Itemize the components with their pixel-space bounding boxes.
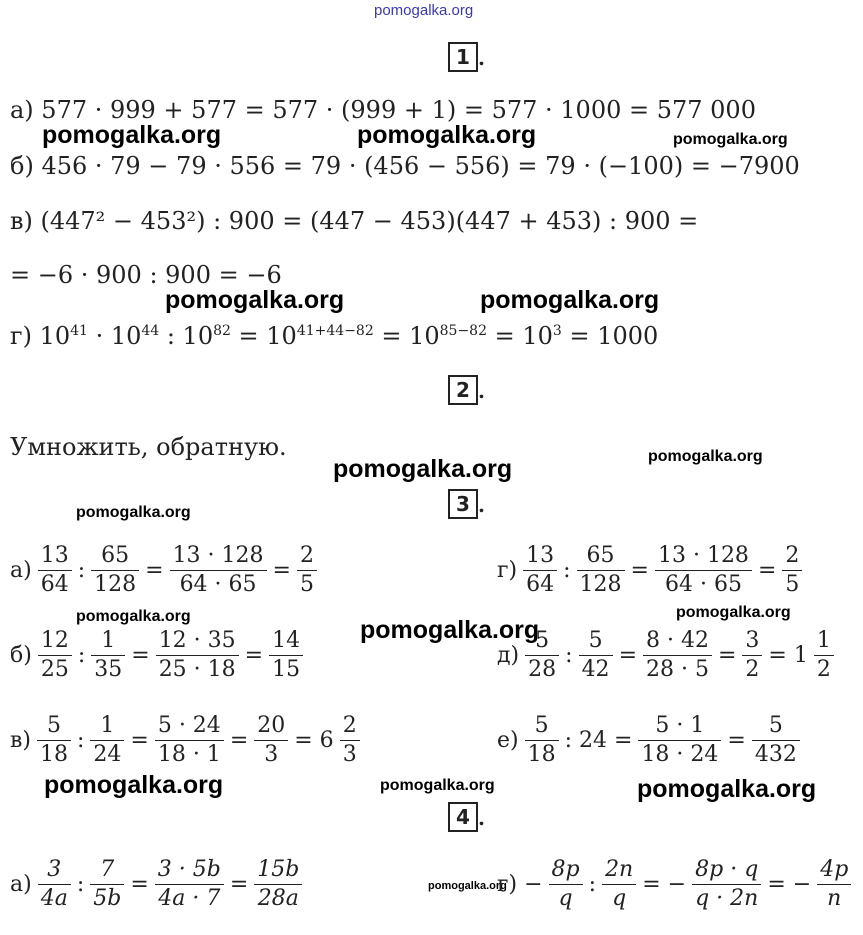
task3-e: е) $\frac{5}{18}$ : 24 = $\frac{5 \cdot 1}{18 \cdot 24}$ = $\frac{5}{432}$ xyxy=(497,712,802,769)
watermark: pomogalka.org xyxy=(428,880,507,892)
watermark: pomogalka.org xyxy=(333,455,513,483)
watermark: pomogalka.org xyxy=(42,121,222,149)
section-number-4: 4 xyxy=(448,802,478,832)
section-number-1: 1 xyxy=(448,42,478,72)
watermark: pomogalka.org xyxy=(357,121,537,149)
watermark: pomogalka.org xyxy=(637,775,817,803)
task3-b: б) $\frac{12}{25}$ : $\frac{1}{35}$ = $\frac{12 \cdot 35}{25 \cdot 18}$ = $\frac{14}{15}$ xyxy=(10,627,305,684)
task1-line-b: б) 456 · 79 − 79 · 556 = 79 · (456 − 556) = 79 · (−100) = −7900 xyxy=(10,152,800,180)
watermark: pomogalka.org xyxy=(380,777,495,794)
section-number-2: 2 xyxy=(448,375,478,405)
task3-a: а) $\frac{13}{64}$ : $\frac{65}{128}$ = $\frac{13 \cdot 128}{64 \cdot 65}$ = $\frac{2}{5}$ xyxy=(10,542,319,599)
watermark: pomogalka.org xyxy=(676,604,791,621)
task3-v: в) $\frac{5}{18}$ : $\frac{1}{24}$ = $\frac{5 \cdot 24}{18 \cdot 1}$ = $\frac{20}{3}$ = 6 $\frac{2}{3}$ xyxy=(10,712,362,769)
watermark: pomogalka.org xyxy=(360,616,540,644)
task4-a: а) $\frac{3}{4a}$ : $\frac{7}{5b}$ = $\frac{3 \cdot 5b}{4a \cdot 7}$ = $\frac{15b}{28a}$ xyxy=(10,856,304,913)
watermark: pomogalka.org xyxy=(76,608,191,625)
section-number-3: 3 xyxy=(448,489,478,519)
task3-g: г) $\frac{13}{64}$ : $\frac{65}{128}$ = $\frac{13 \cdot 128}{64 \cdot 65}$ = $\frac{2}{5}$ xyxy=(497,542,804,599)
task1-line-a: а) 577 · 999 + 577 = 577 · (999 + 1) = 577 · 1000 = 577 000 xyxy=(10,96,756,124)
task3-d: д) $\frac{5}{28}$ : $\frac{5}{42}$ = $\frac{8 \cdot 42}{28 \cdot 5}$ = $\frac{3}{2}$ = 1 $\frac{1}{2}$ xyxy=(497,627,836,684)
watermark: pomogalka.org xyxy=(480,286,660,314)
task1-line-v2: = −6 · 900 : 900 = −6 xyxy=(10,261,282,289)
watermark: pomogalka.org xyxy=(648,448,763,465)
watermark: pomogalka.org xyxy=(673,131,788,148)
task2-text: Умножить, обратную. xyxy=(10,433,287,461)
section-dot-4: . xyxy=(478,806,485,830)
watermark: pomogalka.org xyxy=(76,504,191,521)
section-dot-1: . xyxy=(478,46,485,70)
section-dot-3: . xyxy=(478,493,485,517)
watermark: pomogalka.org xyxy=(165,286,345,314)
task1-line-v1: в) (447² − 453²) : 900 = (447 − 453)(447 + 453) : 900 = xyxy=(10,207,699,235)
task4-g: г) − $\frac{8p}{q}$ : $\frac{2n}{q}$ = − $\frac{8p \cdot q}{q \cdot 2n}$ = − $\frac{4p}{n}$ xyxy=(497,856,853,913)
task1-line-g: г) $10^{41} \cdot 10^{44}$ : $10^{82} = 10^{41+44-82} = 10^{85-82} = 10^3 = 1000$ xyxy=(10,322,659,350)
watermark: pomogalka.org xyxy=(44,771,224,799)
header-watermark[interactable]: pomogalka.org xyxy=(374,2,474,19)
section-dot-2: . xyxy=(478,379,485,403)
